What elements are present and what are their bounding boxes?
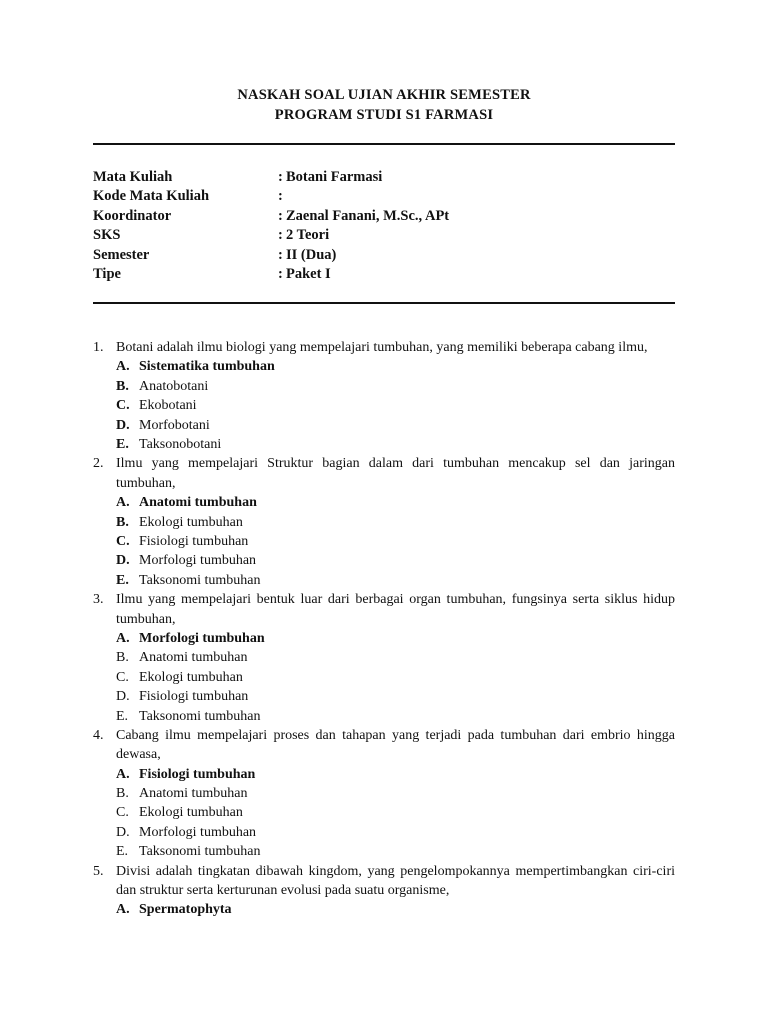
course-info-label: SKS — [93, 227, 121, 244]
question-list — [93, 338, 675, 920]
course-info-label: Mata Kuliah — [93, 169, 173, 185]
option-text: Morfologi tumbuhan — [139, 824, 257, 840]
question-item — [93, 590, 675, 726]
answer-option — [116, 532, 675, 551]
option-text: Ekobotani — [139, 398, 197, 414]
info-divider — [93, 302, 675, 304]
option-text: Ekologi tumbuhan — [139, 805, 243, 821]
answer-option — [116, 900, 675, 919]
course-info-label: Kode Mata Kuliah — [93, 188, 210, 205]
course-info-colon: : — [278, 169, 283, 185]
question-item — [93, 454, 675, 590]
option-letter: A. — [116, 359, 130, 375]
question-text: Ilmu yang mempelajari Struktur bagian dalam dari tumbuhan mencakup sel dan jaringan tumbuhan, — [116, 456, 675, 491]
option-text: Anatobotani — [139, 378, 209, 394]
question-number: 5. — [93, 863, 104, 879]
course-info-label: Koordinator — [93, 207, 172, 224]
option-letter: D. — [116, 417, 130, 433]
answer-option — [116, 416, 675, 435]
answer-option — [116, 571, 675, 590]
option-letter: D. — [116, 553, 130, 569]
course-info-value: Botani Farmasi — [286, 169, 383, 185]
option-text: Morfobotani — [139, 417, 210, 433]
course-info — [93, 168, 675, 284]
answer-option — [116, 648, 675, 667]
question-text: Ilmu yang mempelajari bentuk luar dari berbagai organ tumbuhan, fungsinya serta siklus hidup tumbuhan, — [116, 592, 675, 627]
course-info-row — [93, 168, 675, 187]
option-text: Ekologi tumbuhan — [139, 514, 243, 530]
course-info-value: 2 Teori — [286, 227, 330, 244]
answer-option — [116, 377, 675, 396]
course-info-colon: : — [278, 227, 283, 244]
option-letter: C. — [116, 805, 129, 821]
option-letter: B. — [116, 378, 129, 394]
course-info-label: Semester — [93, 246, 150, 263]
question-item — [93, 862, 675, 920]
course-info-colon: : — [278, 265, 283, 282]
answer-option — [116, 435, 675, 454]
option-text: Morfologi tumbuhan — [139, 630, 265, 646]
option-letter: A. — [116, 630, 130, 646]
answer-option — [116, 823, 675, 842]
question-item — [93, 726, 675, 862]
question-text: Divisi adalah tingkatan dibawah kingdom, yang pengelompokannya mempertimbangkan ciri-ciri dan struktur serta kerturunan evolusi pada suatu organisme, — [116, 863, 675, 899]
option-text: Anatomi tumbuhan — [139, 786, 248, 802]
course-info-row — [93, 265, 675, 284]
option-letter: A. — [116, 902, 130, 918]
option-text: Fisiologi tumbuhan — [139, 533, 249, 549]
answer-option — [116, 784, 675, 803]
option-text: Spermatophyta — [139, 902, 232, 918]
option-text: Ekologi tumbuhan — [139, 669, 243, 685]
option-text: Taksonomi tumbuhan — [139, 572, 261, 588]
answer-option — [116, 551, 675, 570]
option-letter: B. — [116, 786, 129, 802]
course-info-row — [93, 226, 675, 245]
option-letter: C. — [116, 669, 129, 685]
question-number: 4. — [93, 727, 104, 743]
course-info-colon: : — [278, 207, 283, 224]
option-letter: D. — [116, 689, 130, 705]
option-text: Morfologi tumbuhan — [139, 553, 257, 569]
course-info-value: Zaenal Fanani, M.Sc., APt — [286, 207, 450, 224]
answer-option — [116, 513, 675, 532]
answer-option — [116, 668, 675, 687]
option-letter: B. — [116, 650, 129, 666]
question-number: 3. — [93, 592, 104, 608]
question-number: 2. — [93, 456, 104, 472]
question-number: 1. — [93, 340, 104, 355]
course-info-value: II (Dua) — [286, 246, 337, 263]
answer-option — [116, 629, 675, 648]
course-info-row — [93, 246, 675, 265]
header-divider — [93, 143, 675, 145]
option-letter: C. — [116, 533, 130, 549]
option-text: Fisiologi tumbuhan — [139, 766, 256, 782]
document-subtitle: PROGRAM STUDI S1 FARMASI — [274, 107, 494, 123]
option-letter: A. — [116, 766, 130, 782]
course-info-row — [93, 207, 675, 226]
option-text: Anatomi tumbuhan — [139, 650, 248, 666]
course-info-colon: : — [278, 246, 283, 263]
answer-option — [116, 687, 675, 706]
option-letter: E. — [116, 844, 129, 860]
option-text: Fisiologi tumbuhan — [139, 689, 249, 705]
answer-option — [116, 765, 675, 784]
option-text: Taksonomi tumbuhan — [139, 708, 261, 724]
option-text: Anatomi tumbuhan — [139, 495, 257, 511]
answer-option — [116, 842, 675, 861]
option-letter: D. — [116, 824, 130, 840]
option-letter: E. — [116, 436, 129, 452]
option-letter: C. — [116, 398, 130, 414]
option-letter: A. — [116, 495, 130, 511]
course-info-row — [93, 187, 675, 206]
option-letter: B. — [116, 514, 129, 530]
answer-option — [116, 707, 675, 726]
question-text: Cabang ilmu mempelajari proses dan tahapan yang terjadi pada tumbuhan dari embrio hingga dewasa, — [116, 727, 675, 763]
answer-option — [116, 396, 675, 415]
course-info-label: Tipe — [93, 265, 121, 282]
question-item — [93, 338, 675, 454]
option-letter: E. — [116, 708, 129, 724]
answer-option — [116, 493, 675, 512]
option-text: Taksonobotani — [139, 436, 222, 452]
course-info-colon: : — [278, 188, 283, 205]
option-text: Sistematika tumbuhan — [139, 359, 275, 375]
answer-option — [116, 803, 675, 822]
option-text: Taksonomi tumbuhan — [139, 844, 261, 860]
option-letter: E. — [116, 572, 129, 588]
document-title: NASKAH SOAL UJIAN AKHIR SEMESTER — [237, 87, 531, 103]
question-text: Botani adalah ilmu biologi yang mempelajari tumbuhan, yang memiliki beberapa cabang ilmu, — [116, 340, 648, 355]
course-info-value: Paket I — [286, 265, 331, 282]
answer-option — [116, 357, 675, 376]
